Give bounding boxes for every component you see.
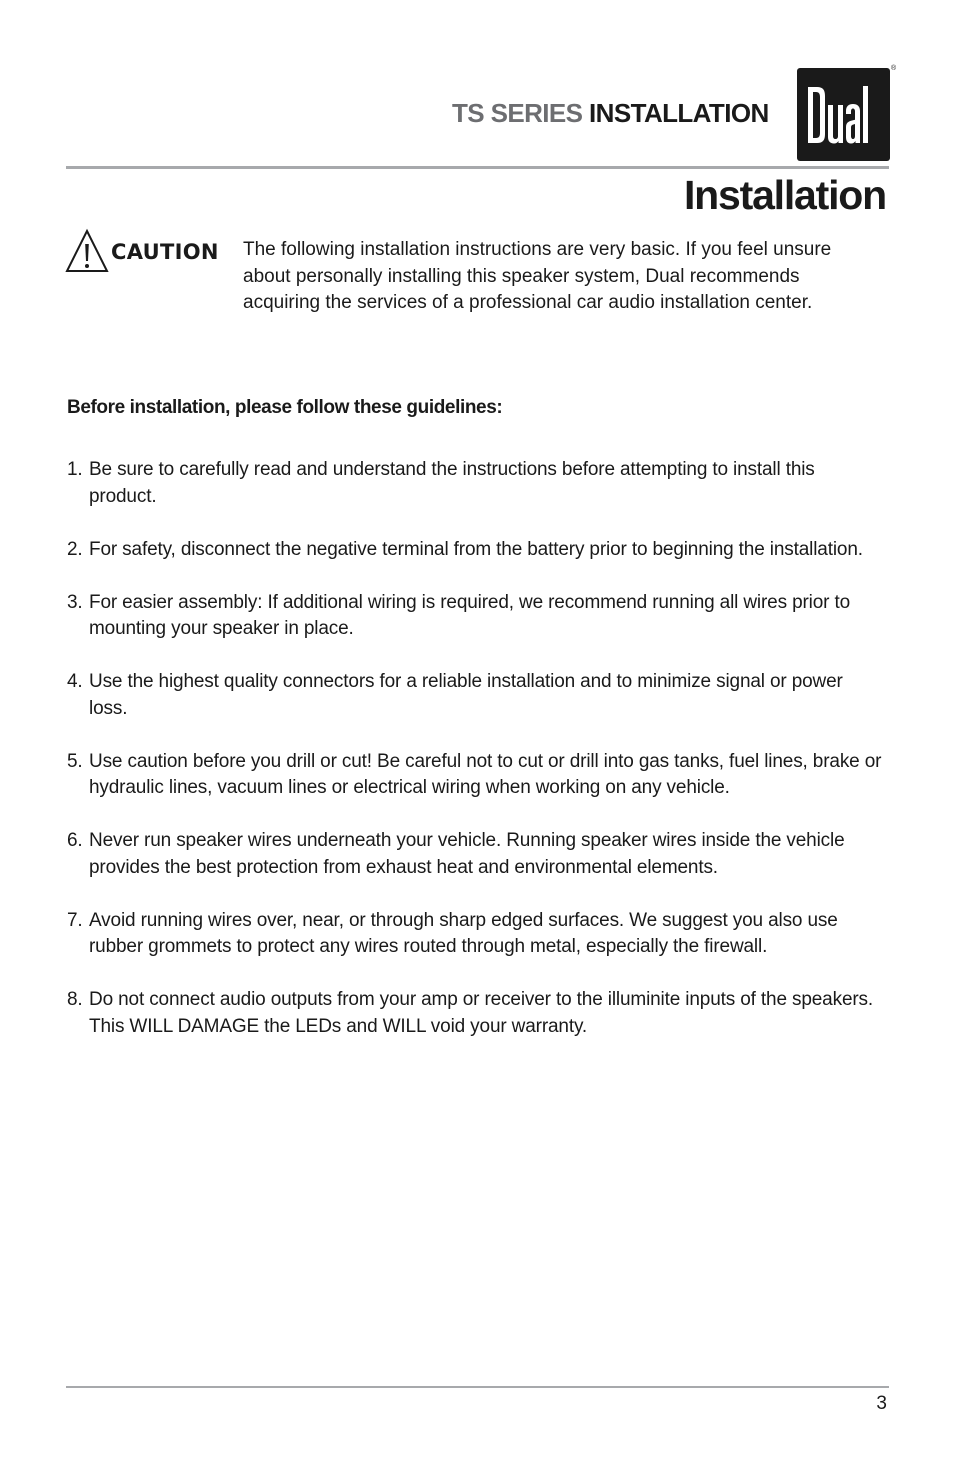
warning-triangle-icon	[65, 228, 109, 279]
caution-text: The following installation instructions are very basic. If you feel unsure about personally installing this speaker system, Dual recommends acquiring the services of a professional car audio installation center.	[243, 239, 832, 313]
registered-mark: ®	[891, 65, 897, 72]
caution-label: CAUTION	[111, 240, 219, 264]
list-item-number: 8.	[67, 989, 83, 1010]
page-number: 3	[876, 1393, 887, 1414]
list-item	[67, 590, 882, 643]
list-item-number: 7.	[67, 909, 83, 931]
list-item	[67, 749, 882, 802]
list-item-text: For easier assembly: If additional wiring is required, we recommend running all wires prior to mounting your speaker in place.	[89, 591, 851, 639]
guidelines-list	[67, 457, 882, 1067]
list-item-number: 1.	[67, 459, 83, 480]
list-item-number: 3.	[67, 591, 83, 613]
list-item-text: Be sure to carefully read and understand the instructions before attempting to install this product.	[89, 459, 815, 507]
list-item	[67, 908, 882, 961]
list-item	[67, 457, 882, 510]
list-item-text: Never run speaker wires underneath your vehicle. Running speaker wires inside the vehicle provides the best protection from exhaust heat and environmental elements.	[89, 830, 845, 878]
list-item-text: Do not connect audio outputs from your amp or receiver to the illuminite inputs of the speakers. This WILL DAMAGE the LEDs and WILL void your warranty.	[89, 989, 874, 1037]
page-title: Installation	[683, 172, 886, 218]
header-divider	[66, 166, 889, 169]
guidelines-heading: Before installation, please follow these guidelines:	[67, 397, 503, 418]
dual-logo	[797, 68, 890, 161]
list-item-number: 2.	[67, 538, 83, 560]
list-item	[67, 987, 882, 1040]
list-item	[67, 537, 882, 564]
footer-divider	[66, 1386, 889, 1388]
list-item-text: Avoid running wires over, near, or through sharp edged surfaces. We suggest you also use rubber grommets to protect any wires routed through metal, especially the firewall.	[89, 909, 838, 957]
list-item-number: 5.	[67, 750, 83, 772]
list-item	[67, 828, 882, 881]
dual-logo-mark	[806, 83, 882, 147]
list-item-text: Use caution before you drill or cut! Be careful not to cut or drill into gas tanks, fuel lines, brake or hydraulic lines, vacuum lines or electrical wiring when working on any vehicle.	[89, 750, 882, 798]
list-item-number: 6.	[67, 830, 83, 851]
header-title	[452, 98, 769, 129]
header-section: INSTALLATION	[589, 98, 769, 128]
list-item	[67, 669, 882, 722]
list-item-number: 4.	[67, 671, 83, 692]
header-series: TS SERIES	[452, 98, 583, 128]
list-item-text: Use the highest quality connectors for a reliable installation and to minimize signal or power loss.	[89, 671, 843, 719]
list-item-text: For safety, disconnect the negative terminal from the battery prior to beginning the installation.	[89, 538, 863, 560]
